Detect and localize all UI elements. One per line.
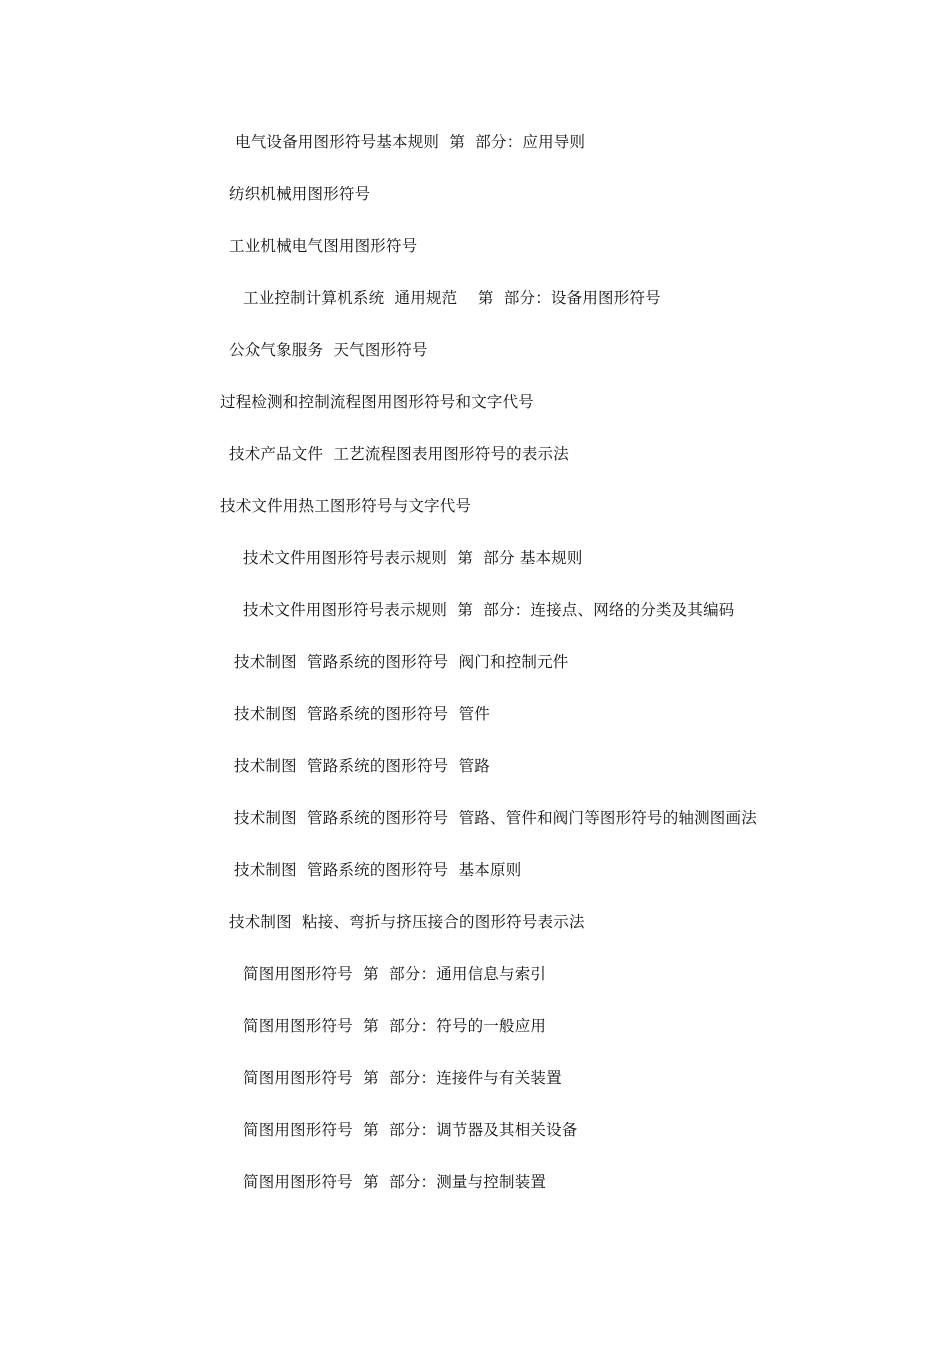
list-item: 技术制图 管路系统的图形符号 管件 — [234, 705, 491, 723]
list-item: 工业机械电气图用图形符号 — [229, 237, 418, 255]
list-item: 简图用图形符号 第 部分：测量与控制装置 — [243, 1173, 547, 1191]
list-item: 工业控制计算机系统 通用规范 第 部分：设备用图形符号 — [243, 289, 661, 307]
list-item: 技术文件用图形符号表示规则 第 部分 基本规则 — [243, 549, 583, 567]
list-item: 电气设备用图形符号基本规则 第 部分：应用导则 — [235, 133, 586, 151]
list-item: 纺织机械用图形符号 — [229, 185, 371, 203]
list-item: 简图用图形符号 第 部分：调节器及其相关设备 — [243, 1121, 578, 1139]
list-item: 技术制图 管路系统的图形符号 阀门和控制元件 — [234, 653, 569, 671]
list-item: 公众气象服务 天气图形符号 — [229, 341, 428, 359]
list-item: 技术制图 管路系统的图形符号 基本原则 — [234, 861, 522, 879]
standards-list — [0, 128, 950, 1220]
list-item: 过程检测和控制流程图用图形符号和文字代号 — [220, 393, 535, 411]
list-item: 技术产品文件 工艺流程图表用图形符号的表示法 — [229, 445, 569, 463]
list-item: 简图用图形符号 第 部分：通用信息与索引 — [243, 965, 547, 983]
list-item: 简图用图形符号 第 部分：符号的一般应用 — [243, 1017, 547, 1035]
list-item: 技术制图 管路系统的图形符号 管路、管件和阀门等图形符号的轴测图画法 — [234, 809, 757, 827]
list-item: 技术制图 管路系统的图形符号 管路 — [234, 757, 491, 775]
list-item: 简图用图形符号 第 部分：连接件与有关装置 — [243, 1069, 562, 1087]
list-item: 技术文件用图形符号表示规则 第 部分：连接点、网络的分类及其编码 — [243, 601, 735, 619]
list-item: 技术制图 粘接、弯折与挤压接合的图形符号表示法 — [229, 913, 585, 931]
list-item: 技术文件用热工图形符号与文字代号 — [220, 497, 472, 515]
